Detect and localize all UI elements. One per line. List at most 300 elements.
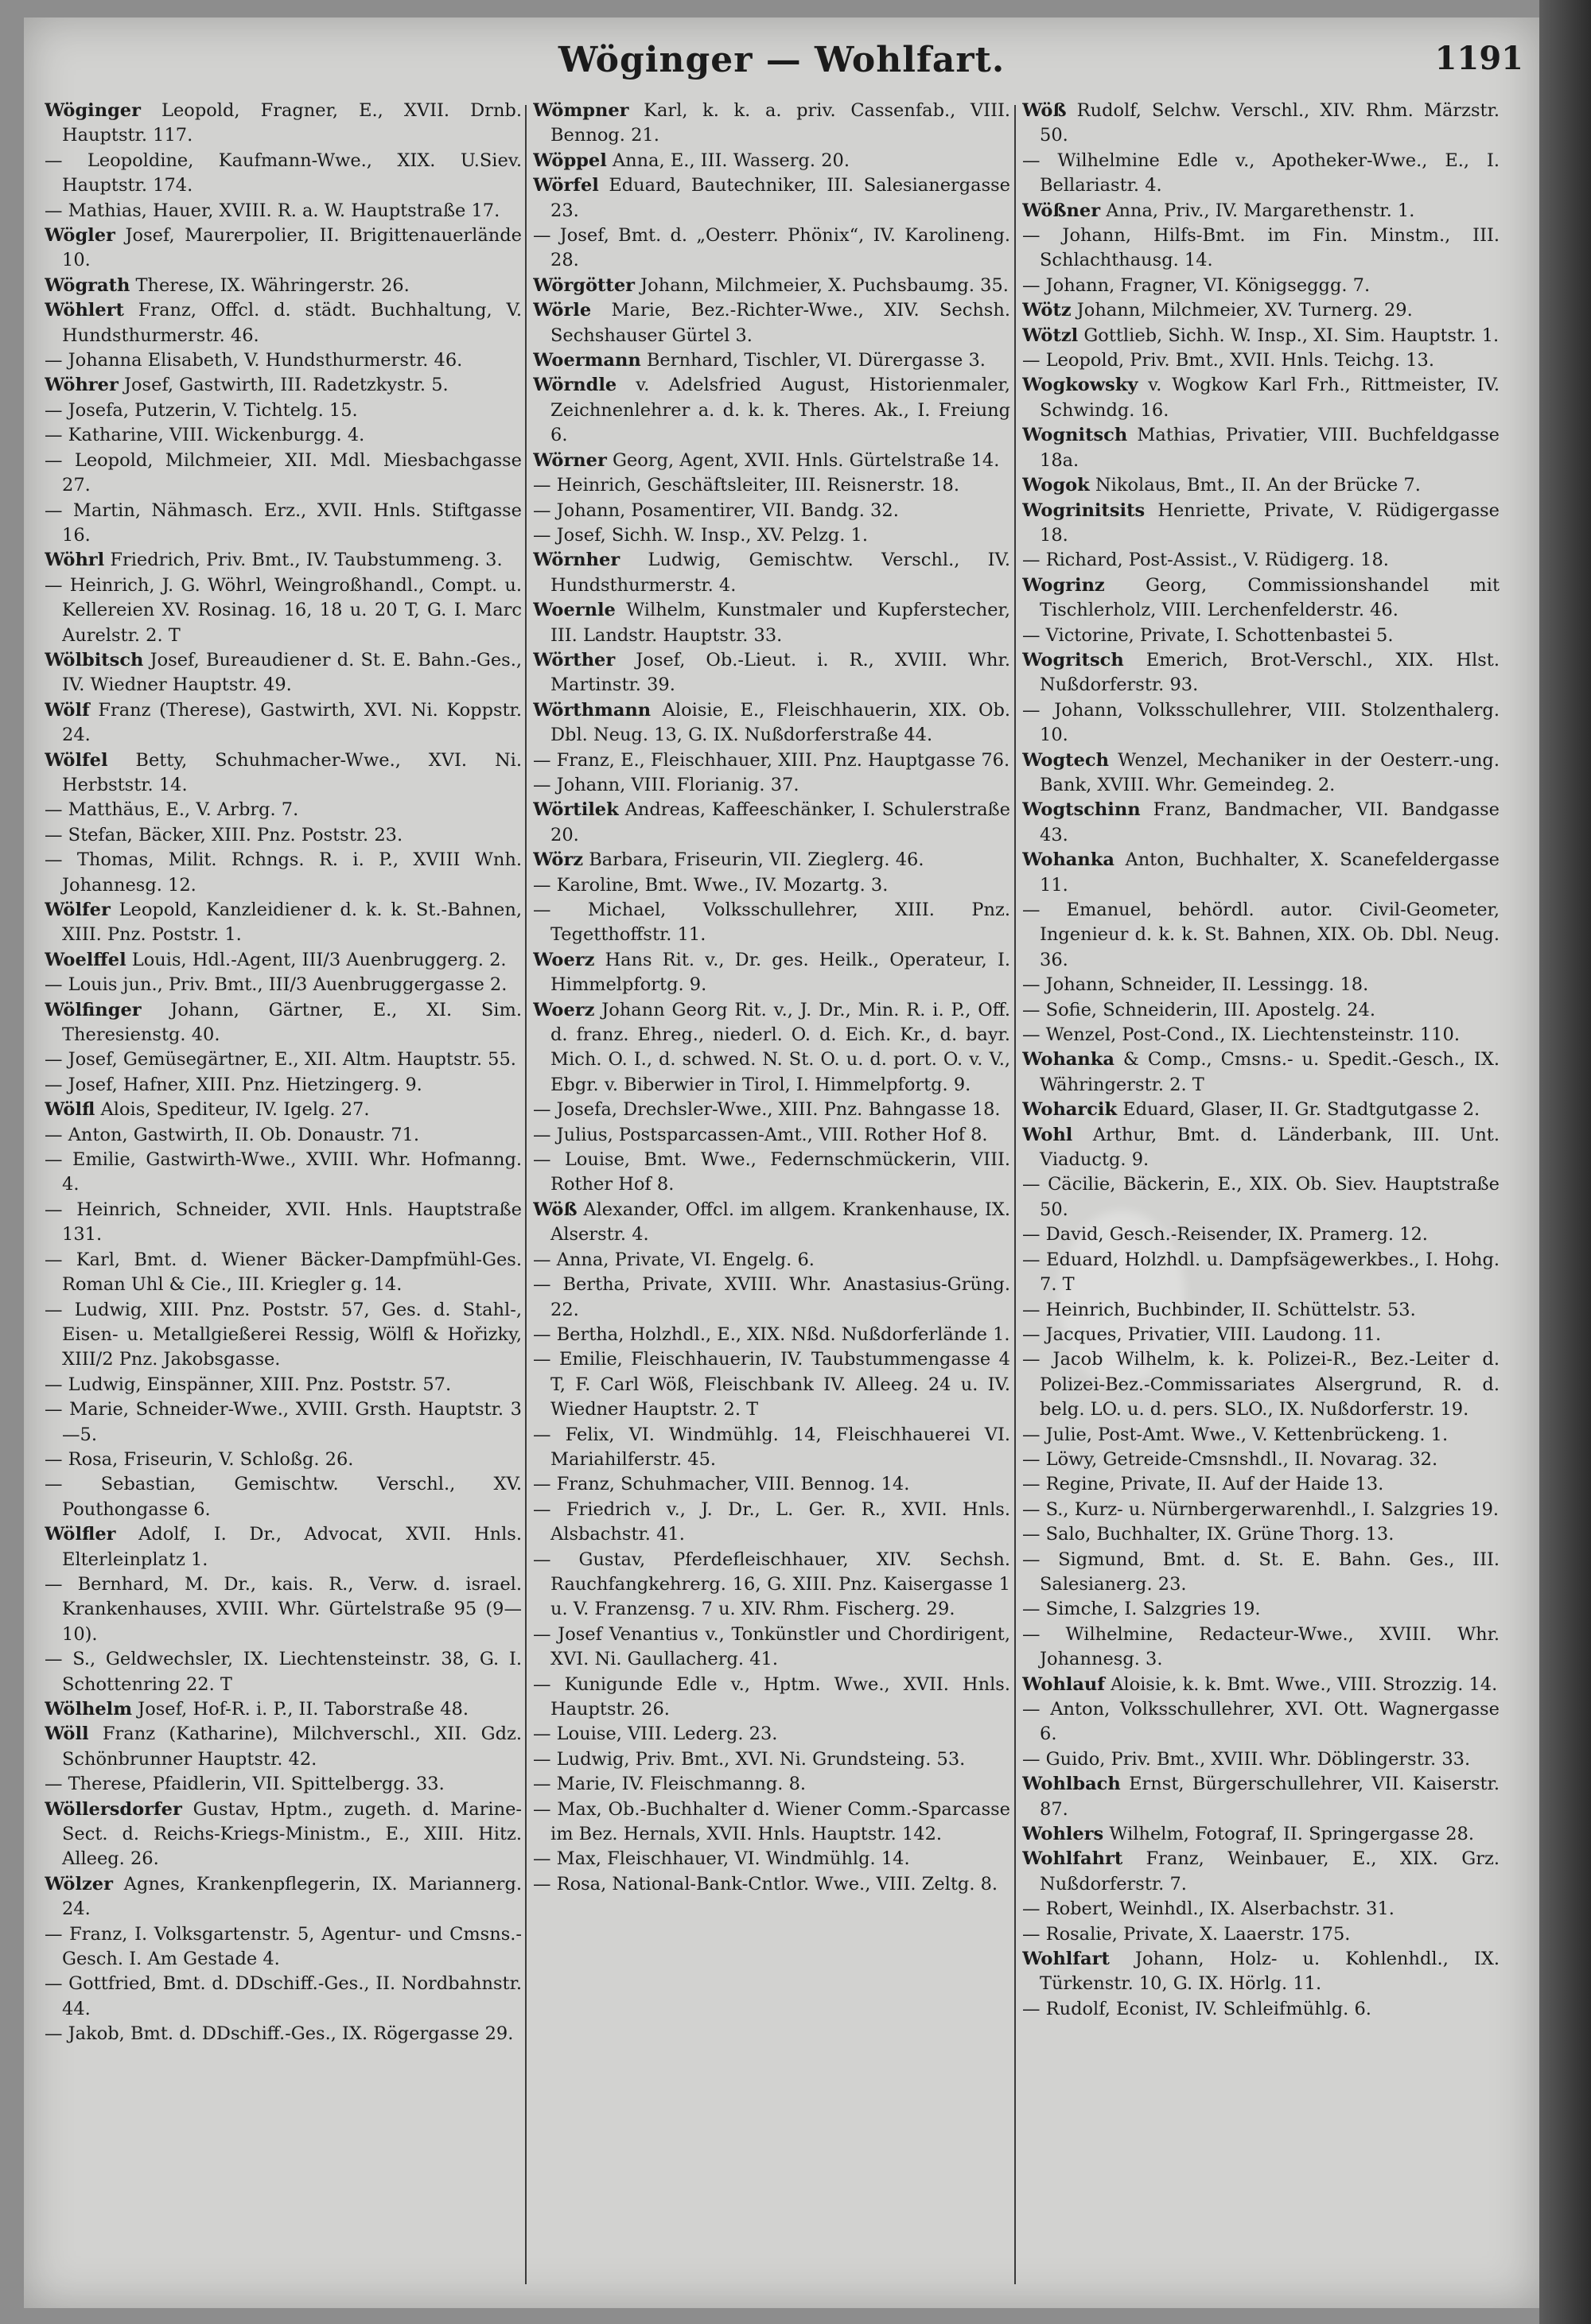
directory-entry [533,523,1010,548]
entry-text: — Regine, Private, II. Auf der Haide 13. [1022,1474,1384,1495]
entry-surname: Wögler [45,225,115,247]
directory-entry [533,149,1010,173]
directory-entry [1022,274,1500,298]
directory-entry [1022,1222,1500,1247]
directory-entry [45,149,522,199]
entry-surname: Wölhelm [45,1699,133,1720]
directory-entry [533,798,1010,848]
entry-text: Henriette, Private, V. Rüdigergasse 18. [1040,499,1500,546]
directory-entry [1022,1897,1500,1922]
directory-entry [45,648,522,698]
entry-text: — Martin, Nähmasch. Erz., XVII. Hnls. Stiftgasse 16. [45,499,522,546]
entry-text: Gustav, Hptm., zugeth. d. Marine-Sect. d. Reichs-Kriegs-Ministm., E., XIII. Hitz. Alleeg. 26. [62,1798,522,1870]
directory-entry [533,1123,1010,1148]
directory-entry [45,1098,522,1122]
entry-text: — Leopold, Priv. Bmt., XVII. Hnls. Teichg. 13. [1022,350,1434,371]
directory-entry [45,223,522,274]
entry-text: — Max, Fleischhauer, VI. Windmühlg. 14. [533,1848,910,1870]
directory-entry [1022,1098,1500,1122]
directory-entry [1022,1023,1500,1047]
entry-text: — Louise, Bmt. Wwe., Federnschmückerin, VIII. Rother Hof 8. [533,1149,1010,1195]
directory-entry [533,998,1010,1098]
directory-entry [45,898,522,948]
entry-text: — Karoline, Bmt. Wwe., IV. Mozartg. 3. [533,874,889,896]
entry-text: — Thomas, Milit. Rchngs. R. i. P., XVIII Wnh. Johannesg. 12. [45,849,522,896]
entry-text: Ernst, Bürgerschullehrer, VII. Kaiserstr. 87. [1040,1774,1500,1820]
entry-text: — Eduard, Holzhdl. u. Dampfsägewerkbes., I. Hohg. 7. T [1022,1249,1500,1296]
entry-surname: Wömpner [533,100,629,121]
entry-text: Franz, Offcl. d. städt. Buchhaltung, V. Hundsthurmerstr. 46. [62,300,522,346]
entry-text: — Johann, VIII. Florianig. 37. [533,774,799,795]
entry-text: — Felix, VI. Windmühlg. 14, Fleischhauerei VI. Mariahilferstr. 45. [533,1424,1010,1470]
entry-text: — Max, Ob.-Buchhalter d. Wiener Comm.-Sparcasse im Bez. Hernals, XVII. Hnls. Hauptstr. 142. [533,1798,1010,1845]
directory-entry [1022,898,1500,973]
entry-text: Mathias, Privatier, VIII. Buchfeldgasse 18a. [1040,425,1500,471]
directory-entry [45,1047,522,1072]
directory-entry [533,898,1010,948]
entry-text: Andreas, Kaffeeschänker, I. Schulerstraße 20. [550,799,1010,845]
entry-text: Therese, IX. Währingerstr. 26. [130,274,410,296]
directory-entry [45,1722,522,1772]
directory-entry [45,1123,522,1148]
directory-entry [45,1972,522,2022]
directory-entry [1022,1747,1500,1772]
directory-entry [533,473,1010,498]
directory-entry [1022,1123,1500,1173]
directory-entry [45,348,522,373]
directory-entry [533,1472,1010,1497]
directory-entry [533,1847,1010,1871]
entry-text: Leopold, Fragner, E., XVII. Drnb. Hauptstr. 117. [62,100,522,146]
directory-entry [533,348,1010,373]
directory-entry [45,998,522,1048]
entry-surname: Wölfler [45,1524,116,1545]
entry-text: — Rudolf, Econist, IV. Schleifmühlg. 6. [1022,1998,1371,2019]
entry-text: — Richard, Post-Assist., V. Rüdigerg. 18. [1022,550,1389,571]
entry-surname: Wogtschinn [1022,799,1141,821]
directory-entry [45,748,522,799]
entry-surname: Wölbitsch [45,649,144,670]
entry-text: — Mathias, Hauer, XVIII. R. a. W. Hauptstraße 17. [45,200,500,221]
entry-surname: Woerz [533,999,595,1020]
directory-entry [533,99,1010,149]
directory-entry [533,373,1010,448]
directory-entry [1022,348,1500,373]
entry-text: — Josef, Hafner, XIII. Pnz. Hietzingerg. 9. [45,1074,422,1095]
directory-entry [45,1647,522,1697]
directory-entry [45,1922,522,1972]
column-rule [1014,105,1016,2284]
directory-entry [45,798,522,822]
entry-surname: Wöll [45,1724,89,1745]
directory-entry [533,948,1010,998]
entry-text: — Jacob Wilhelm, k. k. Polizei-R., Bez.-Leiter d. Polizei-Bez.-Commissariates Alsergrund, R. d. belg. LO. u. d. pers. SLO., IX. Nußdorferstr. 19. [1022,1349,1500,1420]
entry-text: — Sigmund, Bmt. d. St. E. Bahn. Ges., III. Salesianerg. 23. [1022,1549,1500,1595]
directory-entry [533,1273,1010,1323]
directory-entry [533,1498,1010,1548]
directory-entry [533,773,1010,798]
directory-entry [1022,1772,1500,1822]
entry-surname: Woharcik [1022,1099,1118,1121]
entry-surname: Wölzer [45,1873,113,1895]
entry-text: — Matthäus, E., V. Arbrg. 7. [45,799,299,821]
entry-text: — Johann, Posamentirer, VII. Bandg. 32. [533,499,899,521]
directory-entry [1022,1623,1500,1673]
directory-entry [1022,149,1500,199]
entry-text: Johann Georg Rit. v., J. Dr., Min. R. i. P., Off. d. franz. Ehreg., niederl. O. d. Eich. Kr., d. bayr. Mich. O. I., d. schwed. N. St. O. u. d. port. O. v. V., Ebgr. v. Biberwier in Tirol, I. Himmelpfortg. 9. [550,999,1010,1095]
entry-surname: Wörner [533,449,607,471]
entry-surname: Wöhrl [45,550,105,571]
directory-entry [533,1423,1010,1473]
entry-text: Anna, E., III. Wasserg. 20. [606,150,850,171]
entry-text: — David, Gesch.-Reisender, IX. Pramerg. 12. [1022,1224,1428,1246]
entry-text: — Josefa, Putzerin, V. Tichtelg. 15. [45,399,358,421]
entry-text: Johann, Gärtner, E., XI. Sim. Theresienstg. 40. [62,999,522,1046]
directory-entry [1022,298,1500,323]
directory-entry [1022,624,1500,648]
entry-text: Anna, Priv., IV. Margarethenstr. 1. [1100,200,1415,221]
entry-text: Nikolaus, Bmt., II. An der Brücke 7. [1089,475,1421,496]
entry-text: — Gottfried, Bmt. d. DDschiff.-Ges., II. Nordbahnstr. 44. [45,1973,522,2019]
entry-text: — Leopold, Milchmeier, XII. Mdl. Miesbachgasse 27. [45,449,522,496]
directory-entry [533,173,1010,223]
entry-text: — Wilhelmine Edle v., Apotheker-Wwe., E., I. Bellariastr. 4. [1022,150,1500,196]
entry-text: Franz (Katharine), Milchverschl., XII. Gdz. Schönbrunner Hauptstr. 42. [62,1724,522,1770]
directory-entry [1022,1298,1500,1323]
entry-text: Bernhard, Tischler, VI. Dürergasse 3. [640,350,986,371]
directory-entry [1022,648,1500,698]
entry-text: — Wenzel, Post-Cond., IX. Liechtensteinstr. 110. [1022,1024,1460,1046]
entry-text: Wilhelm, Kunstmaler und Kupferstecher, III. Landstr. Hauptstr. 33. [550,600,1010,646]
entry-text: Rudolf, Selchw. Verschl., XIV. Rhm. Märzstr. 50. [1040,100,1500,146]
directory-entry [533,499,1010,523]
entry-text: Alexander, Offcl. im allgem. Krankenhause, IX. Alserstr. 4. [550,1199,1010,1246]
directory-entry [1022,1498,1500,1522]
directory-entry [45,1572,522,1647]
directory-entry [533,1772,1010,1797]
entry-text: — Robert, Weinhdl., IX. Alserbachstr. 31. [1022,1898,1395,1920]
directory-entry [45,1248,522,1298]
directory-entry [533,648,1010,698]
directory-entry [1022,99,1500,149]
entry-text: — Therese, Pfaidlerin, VII. Spittelbergg. 33. [45,1774,445,1795]
entry-surname: Wogrinitsits [1022,499,1146,521]
entry-text: Eduard, Glaser, II. Gr. Stadtgutgasse 2. [1117,1099,1480,1121]
page-header [24,40,1539,95]
entry-text: Josef, Bureaudiener d. St. E. Bahn.-Ges., IV. Wiedner Hauptstr. 49. [62,649,522,696]
directory-entry [533,548,1010,598]
entry-surname: Wötz [1022,300,1072,321]
column-rule [525,105,527,2284]
directory-entry [45,1148,522,1198]
entry-surname: Wörthmann [533,699,652,721]
entry-text: — Gustav, Pferdefleischhauer, XIV. Sechsh. Rauchfangkehrerg. 16, G. XIII. Pnz. Kaisergasse 1 u. V. Franzensg. 7 u. XIV. Rhm. Fischerg. 29. [533,1549,1010,1620]
directory-entry [45,823,522,848]
entry-text: Aloisie, k. k. Bmt. Wwe., VIII. Strozzig. 14. [1104,1673,1498,1695]
entry-surname: Wörther [533,649,616,670]
entry-text: — Ludwig, XIII. Pnz. Poststr. 57, Ges. d. Stahl-, Eisen- u. Metallgießerei Ressig, Wölfl & Hořizky, XIII/2 Pnz. Jakobsgasse. [45,1299,522,1370]
entry-text: Ludwig, Gemischtw. Verschl., IV. Hundsthurmerstr. 4. [550,550,1010,596]
directory-entry [45,698,522,748]
entry-surname: Wöß [1022,100,1067,121]
directory-entry [1022,1673,1500,1697]
entry-surname: Wölfel [45,749,108,771]
entry-surname: Wognitsch [1022,425,1128,446]
entry-text: — Victorine, Private, I. Schottenbastei 5. [1022,624,1394,646]
entry-text: Wilhelm, Fotograf, II. Springergasse 28. [1103,1824,1474,1845]
entry-text: Anton, Buchhalter, X. Scanefeldergasse 11. [1040,849,1500,896]
entry-text: — Kunigunde Edle v., Hptm. Wwe., XVII. Hnls. Hauptstr. 26. [533,1673,1010,1720]
entry-text: — Josef, Sichh. W. Insp., XV. Pelzg. 1. [533,524,868,546]
entry-surname: Wogkowsky [1022,375,1138,396]
entry-surname: Wöhrer [45,375,119,396]
entry-surname: Wogok [1022,475,1090,496]
entry-text: Barbara, Friseurin, VII. Zieglerg. 46. [583,849,924,871]
directory-entry [1022,1522,1500,1547]
entry-text: — Karl, Bmt. d. Wiener Bäcker-Dampfmühl-Ges. Roman Uhl & Cie., III. Kriegler g. 14. [45,1249,522,1296]
entry-text: Betty, Schuhmacher-Wwe., XVI. Ni. Herbststr. 14. [62,749,522,795]
directory-entry [533,698,1010,748]
directory-entry [1022,373,1500,423]
entry-text: — Sofie, Schneiderin, III. Apostelg. 24. [1022,999,1375,1020]
entry-surname: Wöß [533,1199,578,1220]
entry-surname: Wogrinz [1022,574,1105,596]
directory-entry [45,373,522,398]
directory-entry [45,1872,522,1922]
entry-text: Josef, Gastwirth, III. Radetzkystr. 5. [118,375,449,396]
entry-text: Georg, Commissionshandel mit Tischlerholz, VIII. Lerchenfelderstr. 46. [1040,574,1500,621]
entry-text: — Stefan, Bäcker, XIII. Pnz. Poststr. 23. [45,824,403,845]
entry-surname: Wohl [1022,1124,1073,1145]
entry-text: — Franz, Schuhmacher, VIII. Bennog. 14. [533,1474,910,1495]
entry-text: — Franz, I. Volksgartenstr. 5, Agentur- und Cmsns.-Gesch. I. Am Gestade 4. [45,1923,522,1970]
directory-entry [1022,1172,1500,1222]
entry-surname: Wohanka [1022,849,1114,871]
entry-text: — Johann, Fragner, VI. Königseggg. 7. [1022,274,1371,296]
entry-surname: Wölfinger [45,999,142,1020]
entry-text: — Josef Venantius v., Tonkünstler und Chordirigent, XVI. Ni. Gaullacherg. 41. [533,1623,1010,1670]
entry-text: Arthur, Bmt. d. Länderbank, III. Unt. Viaductg. 9. [1040,1124,1500,1171]
entry-text: Friedrich, Priv. Bmt., IV. Taubstummeng. 3. [104,550,503,571]
entry-surname: Wölfer [45,900,111,920]
directory-entry [45,973,522,997]
entry-text: — Marie, IV. Fleischmanng. 8. [533,1774,807,1795]
entry-text: Eduard, Bautechniker, III. Salesianergasse 23. [550,175,1010,221]
entry-text: Louis, Hdl.-Agent, III/3 Auenbruggerg. 2. [126,949,507,970]
directory-entry [1022,223,1500,274]
directory-entry [1022,324,1500,348]
directory-entry [1022,1697,1500,1747]
directory-entry [533,848,1010,872]
entry-text: — Sebastian, Gemischtw. Verschl., XV. Pouthongasse 6. [45,1474,522,1520]
entry-text: — Cäcilie, Bäckerin, E., XIX. Ob. Siev. Hauptstraße 50. [1022,1174,1500,1220]
entry-text: — Bertha, Private, XVIII. Whr. Anastasius-Grüng. 22. [533,1274,1010,1320]
directory-entry [1022,573,1500,624]
entry-text: v. Wogkow Karl Frh., Rittmeister, IV. Schwindg. 16. [1040,375,1500,421]
directory-entry [533,1323,1010,1347]
entry-surname: Wogritsch [1022,649,1124,670]
directory-entry [533,873,1010,898]
entry-text: v. Adelsfried August, Historienmaler, Zeichnenlehrer a. d. k. k. Theres. Ak., I. Freiung 6. [550,375,1010,446]
entry-text: — Anton, Volksschullehrer, XVI. Ott. Wagnergasse 6. [1022,1699,1500,1745]
directory-entry [45,1522,522,1572]
entry-text: — Jakob, Bmt. d. DDschiff.-Ges., IX. Rögergasse 29. [45,2023,514,2045]
directory-entry [45,298,522,348]
entry-surname: Wohlbach [1022,1774,1121,1795]
entry-text: Emerich, Brot-Verschl., XIX. Hlst. Nußdorferstr. 93. [1040,649,1500,696]
directory-entry [45,1472,522,1522]
entry-text: — Friedrich v., J. Dr., L. Ger. R., XVII. Hnls. Alsbachstr. 41. [533,1498,1010,1545]
entry-text: Franz (Therese), Gastwirth, XVI. Ni. Koppstr. 24. [62,699,522,746]
directory-entry [45,1448,522,1472]
directory-entry [45,423,522,448]
entry-text: Franz, Weinbauer, E., XIX. Grz. Nußdorferstr. 7. [1040,1848,1500,1895]
entry-text: — Heinrich, Buchbinder, II. Schüttelstr. 53. [1022,1299,1416,1320]
directory-entry [533,298,1010,348]
directory-entry [533,1148,1010,1198]
entry-text: Josef, Maurerpolier, II. Brigittenauerlände 10. [62,225,522,271]
directory-entry [1022,1947,1500,1997]
entry-text: — Emilie, Fleischhauerin, IV. Taubstummengasse 4 T, F. Carl Wöß, Fleischbank IV. Alleeg. 24 u. IV. Wiedner Hauptstr. 2. T [533,1349,1010,1420]
directory-entry [533,1673,1010,1723]
entry-text: Marie, Bez.-Richter-Wwe., XIV. Sechsh. Sechshauser Gürtel 3. [550,300,1010,346]
directory-entry [45,848,522,898]
directory-entry [45,1373,522,1397]
entry-text: Karl, k. k. a. priv. Cassenfab., VIII. Bennog. 21. [550,100,1010,146]
entry-text: — Leopoldine, Kaufmann-Wwe., XIX. U.Siev. Hauptstr. 174. [45,150,522,196]
directory-entry [533,1347,1010,1422]
directory-entry [45,398,522,423]
entry-text: Aloisie, E., Fleischhauerin, XIX. Ob. Dbl. Neug. 13, G. IX. Nußdorferstraße 44. [550,699,1010,746]
directory-entry [45,274,522,298]
directory-entry [45,499,522,549]
entry-text: — Johanna Elisabeth, V. Hundsthurmerstr. 46. [45,350,463,371]
entry-text: — Heinrich, Geschäftsleiter, III. Reisnerstr. 18. [533,475,960,496]
column-2 [533,99,1010,2294]
entry-surname: Wörfel [533,175,599,196]
entry-text: — Salo, Buchhalter, IX. Grüne Thorg. 13. [1022,1524,1395,1545]
entry-surname: Wörz [533,849,584,871]
entry-text: — Johann, Hilfs-Bmt. im Fin. Minstm., III. Schlachthausg. 14. [1022,225,1500,271]
directory-entry [45,548,522,573]
directory-entry [533,748,1010,773]
directory-page [24,17,1539,2308]
entry-surname: Wohlfart [1022,1949,1110,1970]
entry-text: — Emilie, Gastwirth-Wwe., XVIII. Whr. Hofmanng. 4. [45,1149,522,1195]
entry-text: — Louise, VIII. Lederg. 23. [533,1724,778,1745]
entry-surname: Wohlers [1022,1824,1104,1845]
entry-surname: Wohlauf [1022,1673,1105,1695]
directory-entry [1022,1472,1500,1497]
entry-text: — Heinrich, J. G. Wöhrl, Weingroßhandl., Compt. u. Kellereien XV. Rosinag. 16, 18 u. 20 T, G. I. Marc Aurelstr. 2. T [45,574,522,646]
entry-surname: Woernle [533,600,616,621]
directory-entry [533,1722,1010,1747]
directory-entry [533,1747,1010,1772]
directory-entry [45,99,522,149]
entry-text: & Comp., Cmsns.- u. Spedit.-Gesch., IX. Währingerstr. 2. T [1040,1049,1500,1095]
entry-text: — Michael, Volksschullehrer, XIII. Pnz. Tegetthoffstr. 11. [533,900,1010,946]
entry-surname: Woelffel [45,949,126,970]
directory-entry [533,1198,1010,1248]
directory-entry [1022,1822,1500,1847]
entry-text: — Julius, Postsparcassen-Amt., VIII. Rother Hof 8. [533,1124,988,1145]
directory-entry [533,1098,1010,1122]
entry-surname: Wörle [533,300,592,321]
entry-text: — Johann, Volksschullehrer, VIII. Stolzenthalerg. 10. [1022,699,1500,746]
directory-entry [533,1248,1010,1273]
entry-text: — Emanuel, behördl. autor. Civil-Geometer, Ingenieur d. k. k. St. Bahnen, XIX. Ob. Dbl. Neug. 36. [1022,900,1500,970]
directory-entry [45,1298,522,1373]
directory-entry [1022,1922,1500,1947]
directory-entry [1022,499,1500,549]
entry-text: — Bertha, Holzhdl., E., XIX. Nßd. Nußdorferlände 1. [533,1323,1010,1345]
directory-entry [45,449,522,499]
directory-entry [533,223,1010,274]
entry-text: — Ludwig, Einspänner, XIII. Pnz. Poststr. 57. [45,1374,452,1395]
directory-entry [45,199,522,223]
entry-text: — Josef, Gemüsegärtner, E., XII. Altm. Hauptstr. 55. [45,1049,516,1071]
entry-surname: Wößner [1022,200,1101,221]
directory-entry [45,948,522,973]
entry-surname: Wöginger [45,100,141,121]
directory-entry [533,598,1010,648]
entry-text: Alois, Spediteur, IV. Igelg. 27. [95,1099,370,1121]
directory-entry [1022,1597,1500,1622]
directory-entry [1022,473,1500,498]
entry-text: — Löwy, Getreide-Cmsnshdl., II. Novarag. 32. [1022,1448,1438,1470]
entry-text: Leopold, Kanzleidiener d. k. k. St.-Bahnen, XIII. Pnz. Poststr. 1. [62,900,522,946]
entry-text: — Josef, Bmt. d. „Oesterr. Phönix“, IV. Karolineng. 28. [533,225,1010,271]
entry-text: — Guido, Priv. Bmt., XVIII. Whr. Döblingerstr. 33. [1022,1748,1471,1770]
directory-entry [1022,1997,1500,2022]
directory-entry [1022,1047,1500,1098]
entry-surname: Wörnher [533,550,620,571]
entry-text: — Simche, I. Salzgries 19. [1022,1599,1261,1620]
directory-entry [45,2022,522,2046]
directory-entry [1022,1323,1500,1347]
entry-text: Johann, Milchmeier, X. Puchsbaumg. 35. [635,274,1009,296]
directory-entry [1022,798,1500,848]
entry-text: Wenzel, Mechaniker in der Oesterr.-ung. Bank, XVIII. Whr. Gemeindeg. 2. [1040,749,1500,795]
entry-text: Gottlieb, Sichh. W. Insp., XI. Sim. Hauptstr. 1. [1078,325,1500,346]
entry-text: — Jacques, Privatier, VIII. Laudong. 11. [1022,1323,1382,1345]
entry-text: Josef, Ob.-Lieut. i. R., XVIII. Whr. Martinstr. 39. [550,649,1010,696]
directory-entry [533,274,1010,298]
entry-text: — Anna, Private, VI. Engelg. 6. [533,1249,815,1270]
directory-entry [1022,1548,1500,1598]
entry-text: — Katharine, VIII. Wickenburgg. 4. [45,425,365,446]
directory-entry [1022,548,1500,573]
directory-entry [45,1697,522,1722]
directory-entry [1022,973,1500,997]
entry-text: — Johann, Schneider, II. Lessingg. 18. [1022,974,1369,996]
directory-entry [45,1772,522,1797]
entry-text: — Wilhelmine, Redacteur-Wwe., XVIII. Whr. Johannesg. 3. [1022,1623,1500,1670]
entry-surname: Wögrath [45,274,130,296]
entry-text: — S., Kurz- u. Nürnbergerwarenhdl., I. Salzgries 19. [1022,1498,1500,1520]
entry-text: — Marie, Schneider-Wwe., XVIII. Grsth. Hauptstr. 3—5. [45,1399,522,1445]
entry-text: Georg, Agent, XVII. Hnls. Gürtelstraße 14. [606,449,1000,471]
entry-surname: Wötzl [1022,325,1079,346]
entry-text: Agnes, Krankenpflegerin, IX. Mariannerg. 24. [62,1873,522,1920]
page-title: Wöginger — Wohlfart. [558,40,1006,80]
entry-text: — Ludwig, Priv. Bmt., XVI. Ni. Grundsteing. 53. [533,1748,966,1770]
entry-surname: Woerz [533,949,595,970]
directory-entry [45,1397,522,1448]
entry-surname: Wörtilek [533,799,619,821]
entry-surname: Wöhlert [45,300,124,321]
page-number: 1191 [1434,40,1523,77]
